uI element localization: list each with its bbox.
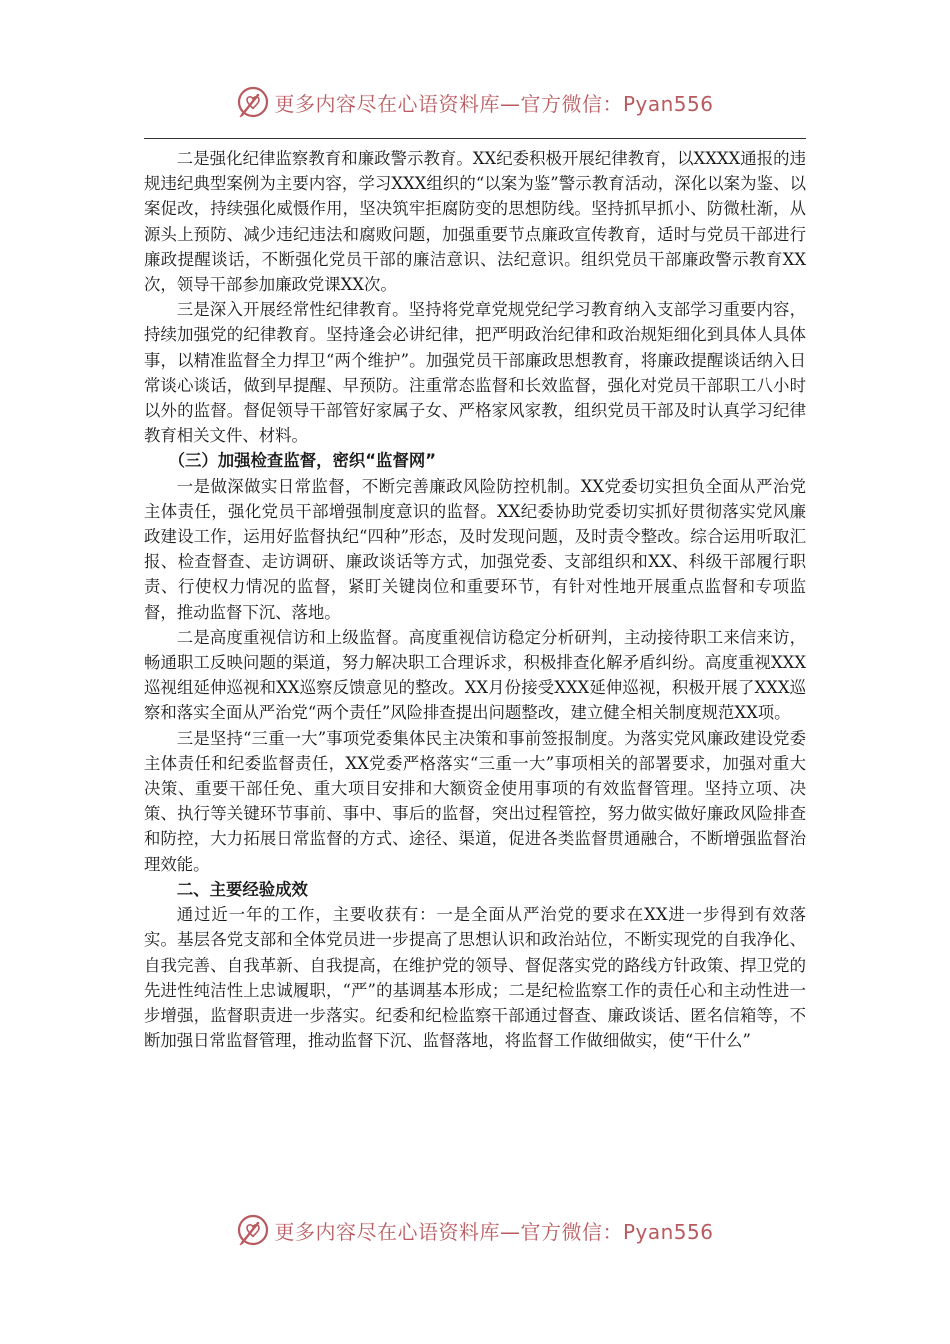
paragraph-petition-supervision: 二是高度重视信访和上级监督。高度重视信访稳定分析研判，主动接待职工来信来访，畅通职工反映问题的渠道，努力解决职工合理诉求，积极排查化解矛盾纠纷。高度重视XXX巡视组延伸巡视和XX巡察反馈意见的整改。XX月份接受XXX延伸巡视，积极开展了XXX巡察和落实全面从严治党“两个责任”风险排查提出问题整改，建立健全相关制度规范XX项。 bbox=[144, 627, 806, 723]
section-heading-main-results: 二、主要经验成效 bbox=[176, 879, 308, 899]
paragraph-three-major-one-large: 三是坚持“三重一大”事项党委集体民主决策和事前签报制度。为落实党风廉政建设党委主体责任和纪委监督责任，XX党委严格落实“三重一大”事项相关的部署要求，加强对重大决策、重要干部任免、重大项目安排和大额资金使用事项的有效监督管理。坚持立项、决策、执行等关键环节事前、事中、事后的监督，突出过程管控，努力做实做好廉政风险排查和防控，大力拓展日常监督的方式、途径、渠道，促进各类监督贯通融合，不断增强监督治理效能。 bbox=[144, 728, 806, 874]
pen-heart-logo-icon bbox=[236, 1213, 270, 1247]
header-banner-text: 更多内容尽在心语资料库—官方微信：Pyan556 bbox=[274, 91, 714, 116]
paragraph-discipline-education: 二是强化纪律监察教育和廉政警示教育。XX纪委积极开展纪律教育，以XXXX通报的违规违纪典型案例为主要内容，学习XXX组织的“以案为鉴”警示教育活动，深化以案为鉴、以案促改，持续强化威慑作用，坚决筑牢拒腐防变的思想防线。坚持抓早抓小、防微杜渐，从源头上预防、减少违纪违法和腐败问题，加强重要节点廉政宣传教育，适时与党员干部进行廉政提醒谈话，不断强化党员干部的廉洁意识、法纪意识。组织党员干部廉政警示教育XX次，领导干部参加廉政党课XX次。 bbox=[144, 149, 806, 295]
paragraph-daily-supervision: 一是做深做实日常监督，不断完善廉政风险防控机制。XX党委切实担负全面从严治党主体责任，强化党员干部增强制度意识的监督。XX纪委协助党委切实抓好贯彻落实党风廉政建设工作，运用好监督执纪“四种”形态，及时发现问题，及时责令整改。综合运用听取汇报、检查督查、走访调研、廉政谈话等方式，加强党委、支部组织和XX、科级干部履行职责、行使权力情况的监督，紧盯关键岗位和重要环节，有针对性地开展重点监督和专项监督，推动监督下沉、落地。 bbox=[144, 476, 806, 622]
pen-heart-logo-icon bbox=[236, 85, 270, 119]
header-banner bbox=[0, 80, 950, 124]
paragraph-results: 通过近一年的工作，主要收获有：一是全面从严治党的要求在XX进一步得到有效落实。基层各党支部和全体党员进一步提高了思想认识和政治站位，不断实现党的自我净化、自我完善、自我革新、自我提高，在维护党的领导、督促落实党的路线方针政策、捍卫党的先进性纯洁性上忠诚履职，“严”的基调基本形成；二是纪检监察工作的责任心和主动性进一步增强，监督职责进一步落实。纪委和纪检监察干部通过督查、廉政谈话、匿名信箱等，不断加强日常监督管理，推动监督下沉、监督落地，将监督工作做细做实，使“干什么” bbox=[144, 905, 806, 1051]
footer-banner bbox=[0, 1208, 950, 1252]
document-body bbox=[144, 146, 806, 1053]
paragraph-regular-education: 三是深入开展经常性纪律教育。坚持将党章党规党纪学习教育纳入支部学习重要内容，持续加强党的纪律教育。坚持逢会必讲纪律，把严明政治纪律和政治规矩细化到具体人具体事，以精准监督全力捍卫“两个维护”。加强党员干部廉政思想教育，将廉政提醒谈话纳入日常谈心谈话，做到早提醒、早预防。注重常态监督和长效监督，强化对党员干部职工八小时以外的监督。督促领导干部管好家属子女、严格家风家教，组织党员干部及时认真学习纪律教育相关文件、材料。 bbox=[144, 300, 806, 446]
footer-banner-text: 更多内容尽在心语资料库—官方微信：Pyan556 bbox=[274, 1219, 714, 1244]
header-divider bbox=[144, 138, 806, 139]
section-heading-supervision: （三）加强检查监督，密织“监督网” bbox=[168, 451, 436, 471]
